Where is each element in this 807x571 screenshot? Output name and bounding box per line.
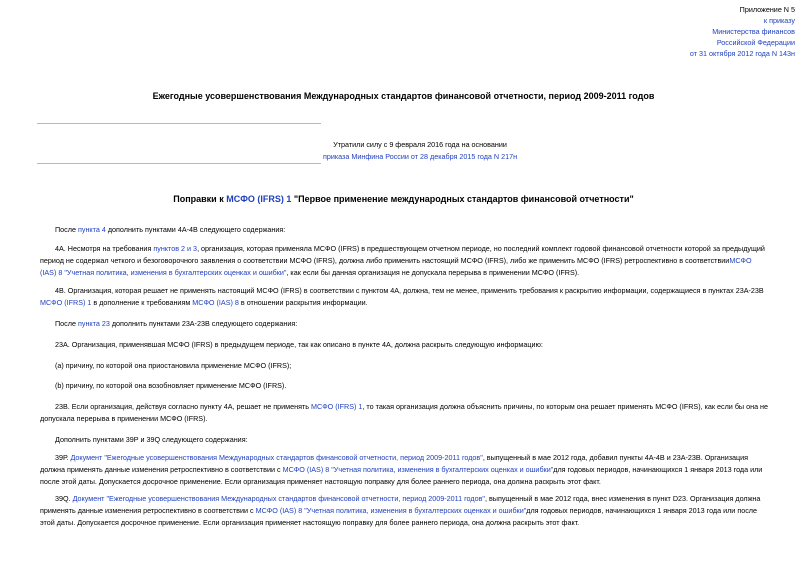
text: в дополнение к требованиям	[91, 298, 193, 308]
link-points-2-3[interactable]: пунктов 2 и 3	[153, 244, 198, 253]
paragraph-add-39: Дополнить пунктами 39Р и 39Q следующего содержания:	[55, 435, 248, 444]
link-point-23[interactable]: пункта 23	[77, 319, 110, 328]
text: для годовых периодов, начинающихся 1 января 2013 года или	[553, 465, 763, 475]
paragraph-after-p4	[55, 224, 807, 236]
text: После	[55, 319, 78, 328]
link-ias8[interactable]: МСФО (IAS) 8 "Учетная политика, изменения в бухгалтерских оценках и ошибки"	[255, 506, 527, 516]
text: , выпущенный в мае 2012 года, добавил пункты 4А-4В и 23А-23В. Организация	[482, 453, 749, 462]
text: период не содержал четкого и безоговорочного заявления о соответствии МСФО (IFRS), должна либо применить настоящий МСФО (IFRS), либо же применить МСФО (IFRS) ретроспективно в соответствии	[40, 256, 730, 266]
text: 23В. Если организация, действуя согласно пункту 4А, решает не применять	[55, 402, 312, 411]
heading-suffix: "Первое применение международных стандартов финансовой отчетности"	[291, 194, 634, 204]
appendix-date-link[interactable]: от 31 октября 2012 года N 143н	[689, 49, 795, 58]
text: 39Р.	[55, 453, 71, 462]
link-ias8[interactable]: МСФО (IAS) 8	[192, 298, 239, 308]
appendix-country-link[interactable]: Российской Федерации	[716, 38, 795, 47]
paragraph-23a-b: (b) причину, по которой она возобновляет применение МСФО (IFRS).	[55, 381, 287, 390]
text: После	[55, 225, 78, 234]
text: , то такая организация должна объяснить причины, по которым она решает применять МСФО (IFRS), как если бы она не	[362, 402, 769, 411]
text: должна применять данные изменения ретроспективно в соответствии с	[40, 465, 283, 475]
lost-force-link[interactable]: приказа Минфина России от 28 декабря 2015 года N 217н	[322, 152, 518, 161]
appendix-block	[690, 4, 795, 59]
heading-prefix: Поправки к	[173, 194, 227, 204]
text: в отношении раскрытия информации.	[238, 298, 368, 308]
appendix-ministry-link[interactable]: Министерства финансов	[712, 27, 795, 36]
paragraph-23a: 23А. Организация, применявшая МСФО (IFRS) в предыдущем периоде, так как описано в пункте 4А, должна раскрыть следующую информацию:	[55, 340, 543, 349]
text: 39Q.	[55, 494, 73, 503]
document-title: Ежегодные усовершенствования Международных стандартов финансовой отчетности, период 2009-2011 годов	[152, 91, 655, 101]
appendix-label: Приложение N 5	[739, 5, 795, 14]
paragraph-23a-a: (a) причину, по которой она приостановила применение МСФО (IFRS);	[55, 361, 292, 370]
paragraph-39q	[40, 493, 800, 530]
text: дополнить пунктами 4А-4В следующего содержания:	[105, 225, 286, 234]
lost-force-text: Утратили силу с 9 февраля 2016 года на основании	[333, 140, 507, 149]
paragraph-4a	[40, 243, 800, 280]
text: , организация, которая применяла МСФО (IFRS) в предшествующем отчетном периоде, но последний комплект годовой финансовой отчетности которой за предыдущий	[197, 244, 765, 253]
text: дополнить пунктами 23А-23В следующего содержания:	[109, 319, 298, 328]
paragraph-after-p23	[55, 318, 807, 330]
text: после этой даты. Допускается досрочное применение. Если организация применяет настоящую поправку для более раннего периода, она должна раскрыть этот факт.	[40, 477, 601, 487]
link-ifrs1[interactable]: МСФО (IFRS) 1	[311, 402, 363, 411]
link-improvements-doc[interactable]: Документ "Ежегодные усовершенствования Международных стандартов финансовой отчетности, период 2009-2011 годов"	[70, 453, 483, 462]
link-ias8[interactable]: МСФО (IAS) 8 "Учетная политика, изменения в бухгалтерских оценках и ошибки"	[282, 465, 554, 475]
lost-force-note	[300, 139, 540, 163]
text: для годовых периодов, начинающихся 1 января 2013 года или после	[526, 506, 757, 516]
heading-ifrs1-link[interactable]: МСФО (IFRS) 1	[226, 194, 292, 204]
paragraph-4b	[40, 285, 800, 309]
text: допускала перерыва в применении МСФО (IFRS).	[40, 414, 208, 424]
paragraph-39p	[40, 452, 800, 489]
appendix-order-link[interactable]: к приказу	[763, 16, 795, 25]
text: , как если бы данная организация не допускала перерыва в применении МСФО (IFRS).	[286, 268, 580, 278]
paragraph-23b	[40, 401, 800, 425]
link-point-4[interactable]: пункта 4	[77, 225, 106, 234]
link-improvements-doc[interactable]: Документ "Ежегодные усовершенствования Международных стандартов финансовой отчетности, период 2009-2011 годов"	[72, 494, 485, 503]
text: этой даты. Допускается досрочное применение. Если организация применяет настоящую поправку для более раннего периода, она должна раскрыть этот факт.	[40, 518, 580, 528]
link-ias8-part1[interactable]: МСФО	[729, 256, 752, 266]
divider-bottom	[37, 163, 321, 164]
link-ifrs1[interactable]: МСФО (IFRS) 1	[40, 298, 92, 308]
divider-top	[37, 123, 321, 124]
link-ias8-part2[interactable]: (IAS) 8 "Учетная политика, изменения в бухгалтерских оценках и ошибки"	[40, 268, 287, 278]
text: 4А. Несмотря на требования	[55, 244, 154, 253]
text: , выпущенный в мае 2012 года, внес изменения в пункт D23. Организация должна	[484, 494, 761, 503]
text: 4В. Организация, которая решает не применять настоящий МСФО (IFRS) в соответствии с пунктом 4А, должна, тем не менее, применить требования к раскрытию информации, содержащиеся в пунктах 23А-23В	[55, 286, 764, 295]
text: применять данные изменения ретроспективно в соответствии с	[40, 506, 256, 516]
amendments-heading	[0, 194, 807, 204]
